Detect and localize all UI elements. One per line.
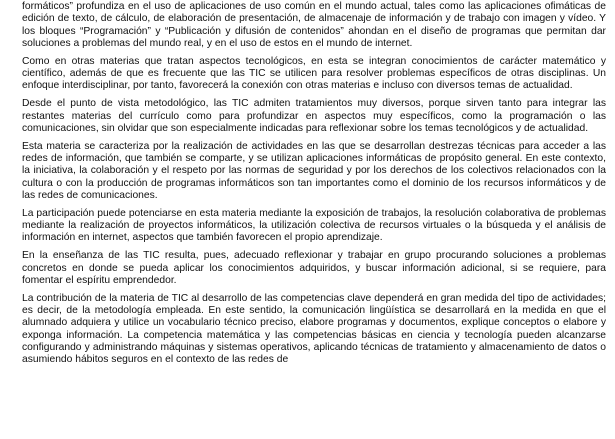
document-body — [22, 1, 606, 372]
paragraph-1: formáticos” profundiza en el uso de aplicaciones de uso común en el mundo actual, tales como las aplicaciones ofimáticas de edición de texto, de cálculo, de elaboración de presentación, de almacenaje de información y de trabajo con imagen y vídeo. Y los bloques “Programación” y “Publicación y difusión de contenidos” ahondan en el diseño de programas que permitan dar soluciones a problemas del mundo real, y en el uso de estos en el mundo de internet. — [22, 1, 606, 49]
paragraph-7: La contribución de la materia de TIC al desarrollo de las competencias clave dependerá en gran medida del tipo de actividades; es decir, de la metodología empleada. En este sentido, la comunicación lingüística se desarrollará en la medida en que el alumnado adquiera y utilice un vocabulario técnico preciso, elabore programas y documentos, explique conceptos o elabore y exponga información. La competencia matemática y las competencias básicas en ciencia y tecnología pueden alcanzarse configurando y administrando máquinas y sistemas operativos, aplicando técnicas de tratamiento y almacenamiento de datos o asumiendo hábitos seguros en el contexto de las redes de — [22, 292, 606, 366]
paragraph-4: Esta materia se caracteriza por la realización de actividades en las que se desarrollan destrezas técnicas para acceder a las redes de información, que también se comparte, y se utilizan aplicaciones informáticas de propósito general. En este contexto, la iniciativa, la colaboración y el respeto por las normas de seguridad y por los derechos de los colectivos relacionados con la cultura o con la producción de programas informáticos son tan importantes como el dominio de los recursos informáticos y de las redes de comunicaciones. — [22, 140, 606, 201]
paragraph-5: La participación puede potenciarse en esta materia mediante la exposición de trabajos, la resolución colaborativa de problemas mediante la realización de proyectos informáticos, la utilización colectiva de recursos virtuales o la búsqueda y el análisis de información en internet, aspectos que también favorecen el propio aprendizaje. — [22, 207, 606, 244]
paragraph-3: Desde el punto de vista metodológico, las TIC admiten tratamientos muy diversos, porque sirven tanto para integrar las restantes materias del currículo como para profundizar en aspectos muy específicos, como la programación o las comunicaciones, sin olvidar que son especialmente indicadas para reflexionar sobre los temas tecnológicos y de actualidad. — [22, 98, 606, 134]
paragraph-6: En la enseñanza de las TIC resulta, pues, adecuado reflexionar y trabajar en grupo procurando soluciones a problemas concretos en donde se pueda aplicar los conocimientos adquiridos, y buscar información adicional, si se requiere, para fomentar el espíritu emprendedor. — [22, 250, 606, 286]
paragraph-2: Como en otras materias que tratan aspectos tecnológicos, en esta se integran conocimientos de carácter matemático y científico, además de que es frecuente que las TIC se utilicen para resolver problemas específicos de otras disciplinas. Un enfoque interdisciplinar, por tanto, favorecerá la conexión con otras materias e incluso con diversos temas de actualidad. — [22, 55, 606, 92]
